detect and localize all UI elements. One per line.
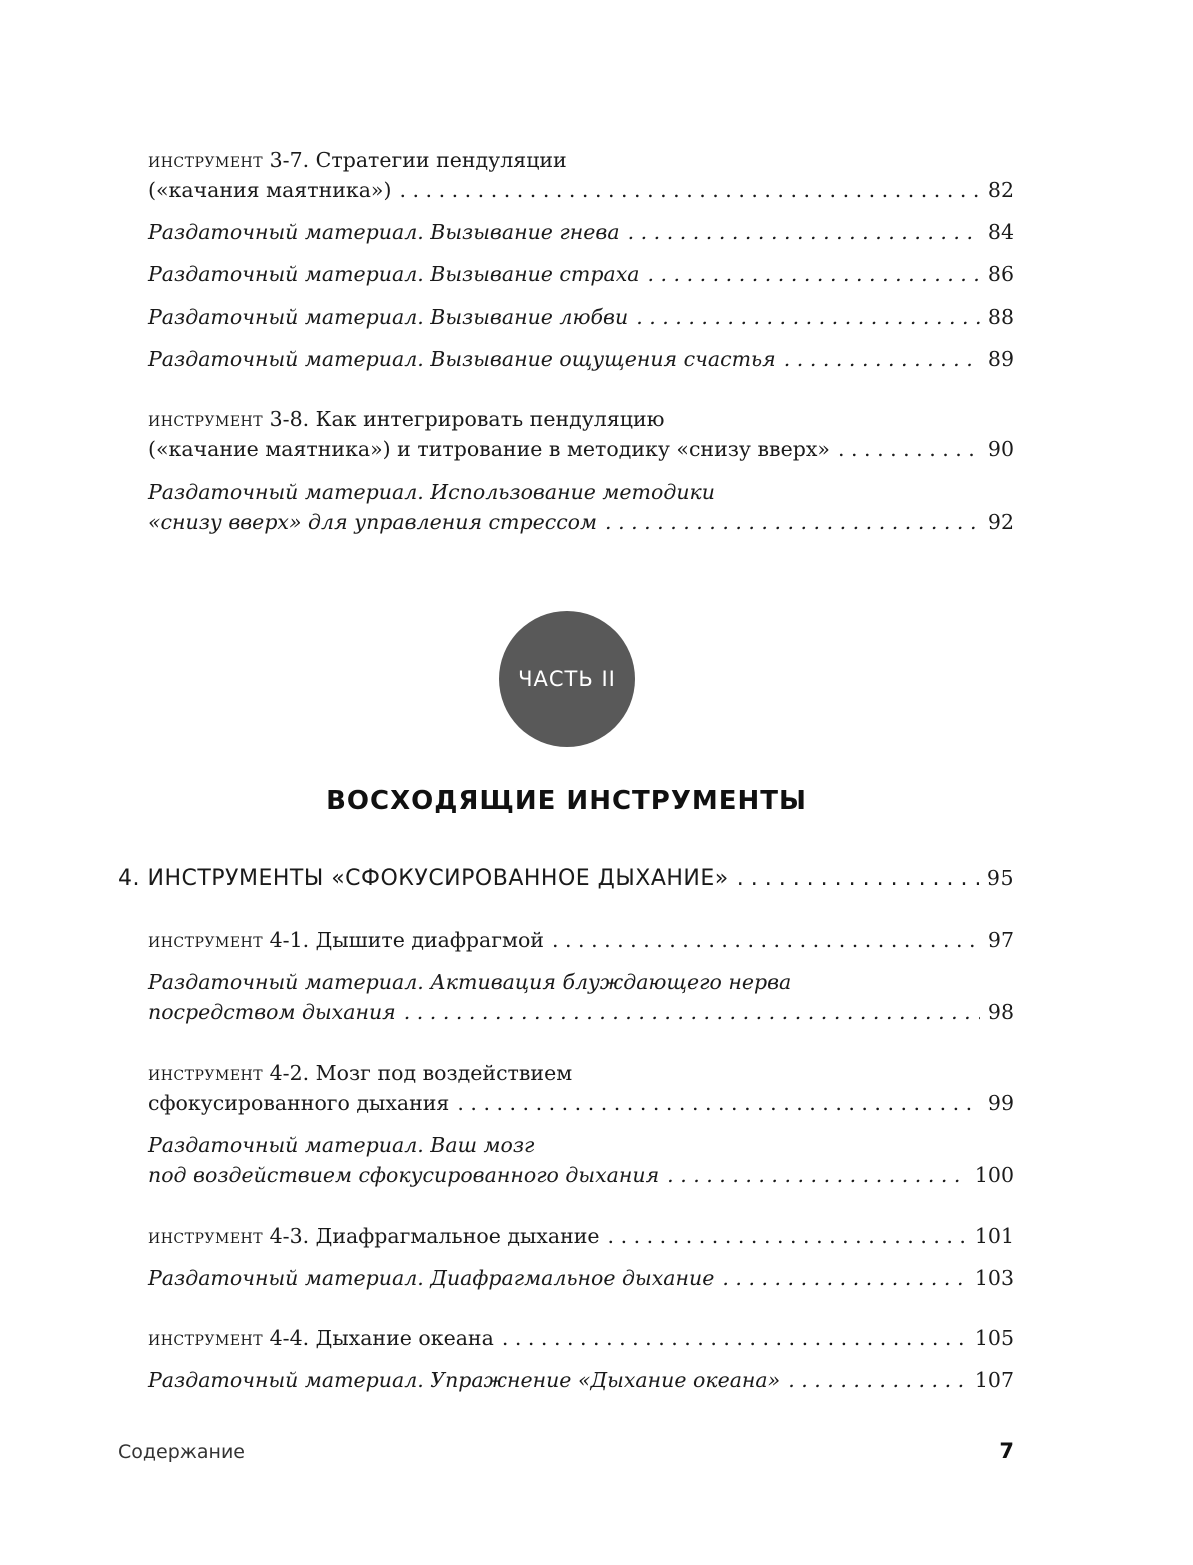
toc-entry-tool-4-3[interactable] (148, 1221, 1014, 1251)
toc-entry-tool-4-2[interactable] (148, 1058, 1014, 1118)
page-number: 82 (987, 178, 1014, 202)
entry-title-line2: посредством дыхания (148, 1000, 396, 1024)
dot-leader (647, 259, 979, 289)
toc-entry-tool-3-7[interactable] (148, 145, 1014, 205)
dot-leader (788, 1365, 967, 1395)
entry-title: Раздаточный материал. Вызывание любви (148, 305, 629, 329)
footer-section-name: Содержание (118, 1441, 245, 1463)
entry-title-line1: Раздаточный материал. Ваш мозг (148, 1133, 535, 1157)
entry-label: инструмент (148, 1224, 264, 1248)
entry-title: Раздаточный материал. Диафрагмальное дыхание (148, 1266, 715, 1290)
page-number: 89 (987, 347, 1014, 371)
dot-leader (502, 1323, 967, 1353)
page-number: 84 (987, 220, 1014, 244)
entry-title-line1: 4-2. Мозг под воздействием (263, 1061, 573, 1085)
chapter-title: 4. ИНСТРУМЕНТЫ «СФОКУСИРОВАННОЕ ДЫХАНИЕ» (118, 866, 729, 891)
entry-label: инструмент (148, 1326, 264, 1350)
toc-entry-handout-love[interactable] (148, 302, 1014, 332)
page-number: 101 (974, 1224, 1014, 1248)
entry-title: Раздаточный материал. Вызывание ощущения счастья (148, 347, 776, 371)
toc-entry-tool-4-4[interactable] (148, 1323, 1014, 1353)
entry-title-line2: («качание маятника») и титрование в методику «снизу вверх» (148, 437, 830, 461)
entry-title: 4-4. Дыхание океана (263, 1326, 494, 1350)
page-number: 88 (987, 305, 1014, 329)
entry-label: инструмент (148, 407, 264, 431)
entry-title: Раздаточный материал. Упражнение «Дыхание океана» (148, 1368, 781, 1392)
toc-entry-tool-4-1[interactable] (148, 925, 1014, 955)
entry-label: инструмент (148, 148, 264, 172)
dot-leader (605, 507, 980, 537)
page-number: 97 (987, 928, 1014, 952)
part-title: ВОСХОДЯЩИЕ ИНСТРУМЕНТЫ (326, 786, 807, 816)
entry-title-line2: («качания маятника») (148, 178, 392, 202)
toc-chapter-4[interactable] (118, 862, 1014, 895)
entry-title-line1: Раздаточный материал. Использование методики (148, 480, 715, 504)
entry-title-line1: 3-8. Как интегрировать пендуляцию (263, 407, 665, 431)
entry-title-line2: сфокусированного дыхания (148, 1091, 450, 1115)
toc-entry-handout-ocean-breath[interactable] (148, 1365, 1014, 1395)
dot-leader (722, 1263, 966, 1293)
toc-entry-handout-bottom-up[interactable] (148, 477, 1014, 537)
entry-title-line1: Раздаточный материал. Активация блуждающего нерва (148, 970, 792, 994)
page-number: 100 (974, 1163, 1014, 1187)
toc-entry-handout-happiness[interactable] (148, 344, 1014, 374)
entry-title: Раздаточный материал. Вызывание страха (148, 262, 640, 286)
page-number: 86 (987, 262, 1014, 286)
toc-entry-handout-your-brain[interactable] (148, 1130, 1014, 1190)
entry-title: 4-3. Диафрагмальное дыхание (263, 1224, 600, 1248)
toc-entry-handout-fear[interactable] (148, 259, 1014, 289)
dot-leader (628, 217, 980, 247)
dot-leader (838, 434, 980, 464)
footer-page-number: 7 (999, 1439, 1014, 1463)
dot-leader (404, 997, 980, 1027)
page-number: 99 (987, 1091, 1014, 1115)
dot-leader (457, 1088, 980, 1118)
entry-title-line1: 3-7. Стратегии пендуляции (263, 148, 567, 172)
dot-leader (399, 175, 979, 205)
entry-title: 4-1. Дышите диафрагмой (263, 928, 544, 952)
part-badge: ЧАСТЬ II (499, 611, 635, 747)
page-number: 105 (974, 1326, 1014, 1350)
dot-leader (608, 1221, 967, 1251)
dot-leader (667, 1160, 967, 1190)
page-number: 95 (986, 866, 1014, 890)
dot-leader (552, 925, 980, 955)
toc-entry-handout-diaphragmatic[interactable] (148, 1263, 1014, 1293)
page-number: 107 (974, 1368, 1014, 1392)
toc-entry-handout-anger[interactable] (148, 217, 1014, 247)
entry-title: Раздаточный материал. Вызывание гнева (148, 220, 620, 244)
dot-leader (636, 302, 980, 332)
entry-title-line2: «снизу вверх» для управления стрессом (148, 510, 598, 534)
page-number: 90 (987, 437, 1014, 461)
dot-leader (784, 344, 980, 374)
entry-label: инструмент (148, 928, 264, 952)
page-number: 98 (987, 1000, 1014, 1024)
toc-entry-tool-3-8[interactable] (148, 404, 1014, 464)
page-number: 92 (987, 510, 1014, 534)
page-number: 103 (974, 1266, 1014, 1290)
entry-label: инструмент (148, 1061, 264, 1085)
toc-entry-handout-vagus-nerve[interactable] (148, 967, 1014, 1027)
dot-leader (737, 863, 979, 895)
entry-title-line2: под воздействием сфокусированного дыхания (148, 1163, 660, 1187)
